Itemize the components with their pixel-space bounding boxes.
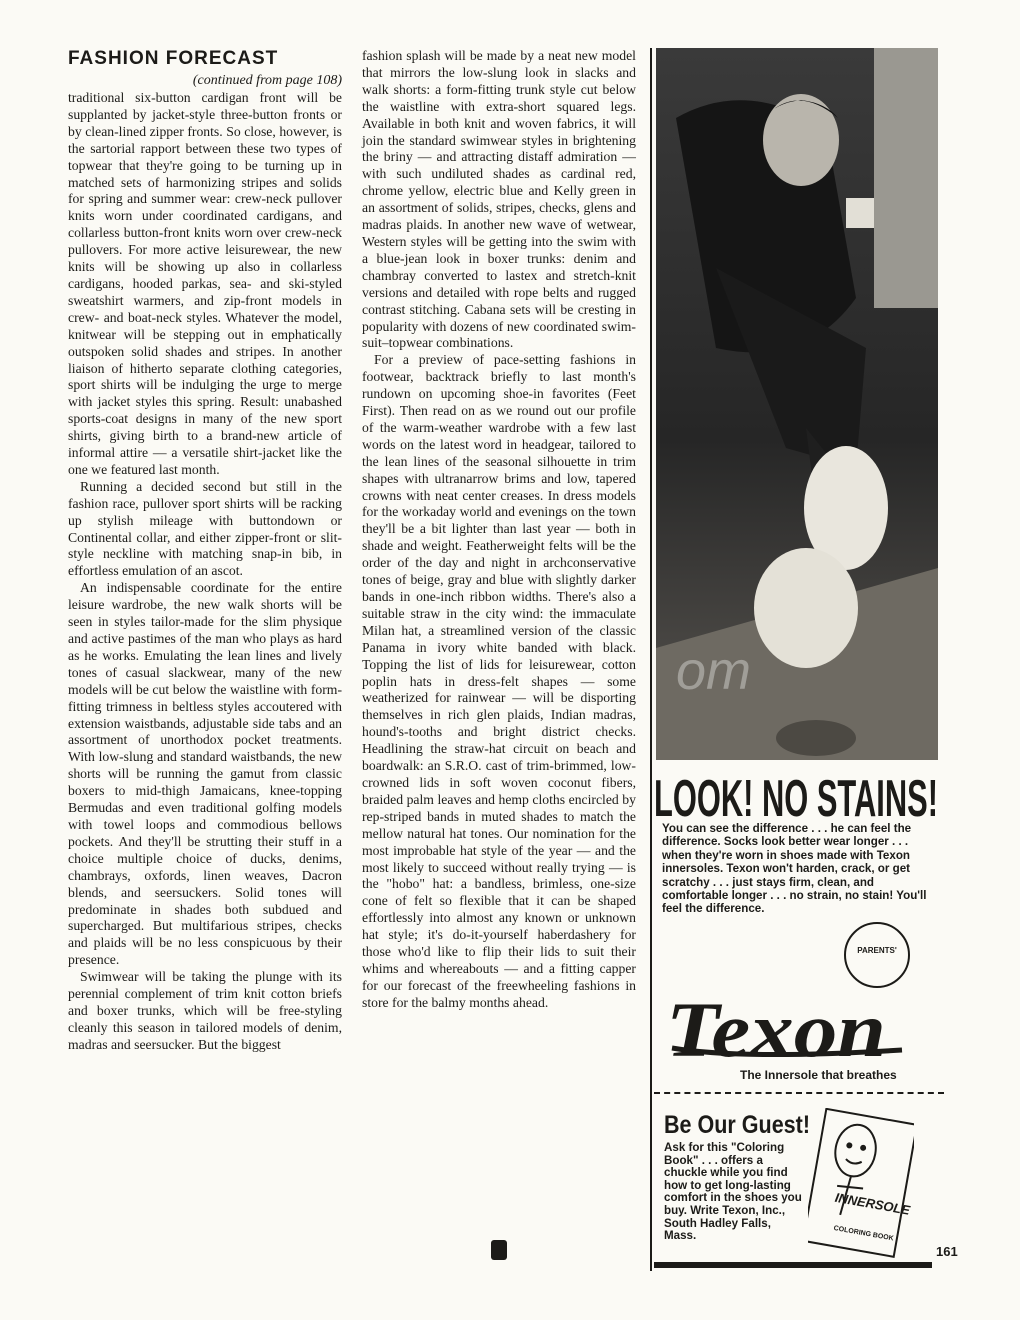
article-column-1 [68, 48, 342, 1054]
parents-seal [844, 922, 910, 988]
coloring-book-illustration [808, 1108, 914, 1258]
article-column-2 [362, 48, 636, 1012]
guest-copy: Ask for this "Coloring Book" . . . offers a chuckle while you find how to get long-lasting comfort in the shoes you buy. Write Texon, Inc., South Hadley Falls, Mass. [664, 1141, 802, 1243]
coupon-dashed-line [654, 1092, 944, 1094]
article-paragraph: For a preview of pace-setting fashions in footwear, backtrack briefly to last month's rundown on upcoming shoe-in favorites (Feet First). Then read on as we round out our profile of the warm-weather wardrobe with a few last words on the latest word in headgear, tailored to the lean lines of the seasonal silhouette in trim shapes with ultranarrow brims and low, tapered crowns with neat center creases. In dress models for the workaday world and evenings on the town they'll be a bit lighter than last year — both in shade and weight. Featherweight felts will be the order of the day and night in archconservative tones of beige, gray and blue with slightly darker bands in one-inch ribbon widths. There's also a suitable straw in the city wind: the immaculate Milan hat, a streamlined version of the classic Panama in ivory white banded with black. Topping the list of lids for leisurewear, cotton poplin hats in dress-felt shapes — some weatherized for rainwear — will be disporting themselves in rich glen plaids, Indian madras, hound's-tooths and bright district checks. Headlining the straw-hat circuit on beach and boardwalk: an S.R.O. cast of trim-brimmed, low-crowned lids in soft woven coconut fibers, braided palm leaves and hemp cloths encircled by rep-striped bands in muted shades to match the mellow natural hat tones. Our nomination for the most improbable hat style of the year — and the most likely to succeed without really trying — is the "hobo" hat: a bandless, brimless, one-size cone of felt so flexible that it can be shaped effortlessly into almost any known or unknown hat style; it's do-it-yourself haberdashery for those who'd like to flip their lids to suit their whims and whereabouts — and a fitting capper for our forecast of the freewheeling fashions in store for the balmy months ahead. [362, 352, 636, 1010]
book-label: INNERSOLE [833, 1189, 912, 1218]
article-paragraph: An indispensable coordinate for the entire leisure wardrobe, the new walk shorts will be seen in styles tailor-made for the slim physique and active pastimes of the man who plays as hard as he works. Emulating the lean lines and lively tones of casual slackwear, many of the new models will be cut below the waistline with form-fitting trimness in beltless styles accoutered with extension waistbands, adjustable side tabs and an assortment of unorthodox pocket treatments. With low-slung and standard waistbands, the new shorts will be running the gamut from classic boxers to mid-thigh Jamaicans, knee-topping Bermudas and even traditional golfing models with towel loops and commodious bellows pockets. And they'll be strutting their stuff in a choice multiple choice of ducks, denims, chambrays, oxfords, linen weaves, Dacron blends, and seersuckers. Solid tones will predominate in shades both subdued and supercharged. But multifarious stripes, checks and plaids will be no less conspicuous by their presence. [68, 580, 342, 968]
end-mark-icon [491, 1240, 507, 1260]
texon-logo [662, 990, 942, 1068]
watermark-text: om [676, 641, 752, 701]
article-paragraph: traditional six-button cardigan front will be supplanted by jacket-style three-button fronts or by clean-lined zipper fronts. So close, however, is the sartorial rapport between these two types of topwear that they're going to be turning up in matched sets of harmonizing stripes and solids for spring and summer wear: crew-neck pullover knits worn under coordinated cardigans, and collarless button-front knits worn over crew-neck pullovers. For more active leisurewear, the new knits will be showing up also in collarless cardigans, hooded parkas, sea- and ski-styled sweatshirt warmers, and zip-front models in crew- and boat-neck styles. Whatever the model, knitwear will be stepping out in emphatically outspoken solid shades and stripes. In another liaison of hitherto separate clothing categories, sport shirts will be indulging the urge to merge with jacket styles this spring. Result: unabashed sports-coat designs in many of the new sport shirts, giving birth to a brand-new article of informal attire — a versatile shirt-jacket like the one we featured last month. [68, 90, 342, 477]
ad-tagline: The Innersole that breathes [740, 1068, 897, 1082]
ad-copy: You can see the difference . . . he can feel the difference. Socks look better wear longer . . . when they're worn in shoes made with Texon innersoles. Texon won't harden, crack, or get scratchy . . . just stays firm, clean, and comfortable longer . . . no strain, no stain! You'll feel the difference. [662, 822, 927, 916]
ad-slogan-text: LOOK! NO STAINS! [654, 770, 938, 822]
page-number: 161 [936, 1244, 958, 1259]
article-paragraph: fashion splash will be made by a neat new model that mirrors the low-slung look in slacks and walk shorts: a form-fitting trunk style cut below the waistline with extra-short squared legs. Available in both knit and woven fabrics, it will join the standard swimwear styles in brightening the briny — and attracting distaff admiration — with such undiluted shades as cardinal red, chrome yellow, electric blue and Kelly green in an assortment of solids, stripes, checks, glens and madras plaids. In another new wave of wetwear, Western styles will be getting into the swim with a blue-jean look in boxer trunks: denim and chambray converted to lastex and stretch-knit versions and detailed with rope belts and rugged contrast stitching. Cabana sets will be cresting in popularity with dozens of new coordinated swim-suit–topwear combinations. [362, 48, 636, 351]
guest-heading [664, 1108, 824, 1138]
article-paragraph: Running a decided second but still in the fashion race, pullover sport shirts will be racking up stylish mileage with buttondown or Continental collar, and either zipper-front or slit-style neckline with matching snap-in bib, in effortless emulation of an ascot. [68, 478, 342, 579]
texon-logo-text: Texon [666, 990, 886, 1068]
continued-note: (continued from page 108) [192, 73, 342, 88]
article-heading: FASHION FORECAST [68, 48, 279, 69]
guest-heading-text: Be Our Guest! [664, 1111, 810, 1138]
book-sub: COLORING BOOK [833, 1225, 895, 1243]
column-rule [650, 48, 652, 1271]
ad-bottom-rule [654, 1262, 932, 1268]
seal-label: PARENTS' [857, 946, 897, 955]
ad-slogan [654, 762, 942, 822]
article-paragraph: Swimwear will be taking the plunge with its perennial complement of trim knit cotton briefs and boxer trunks, which will be free-styling cleanly this season in tailored models of denim, madras and seersucker. But the biggest [68, 969, 342, 1052]
